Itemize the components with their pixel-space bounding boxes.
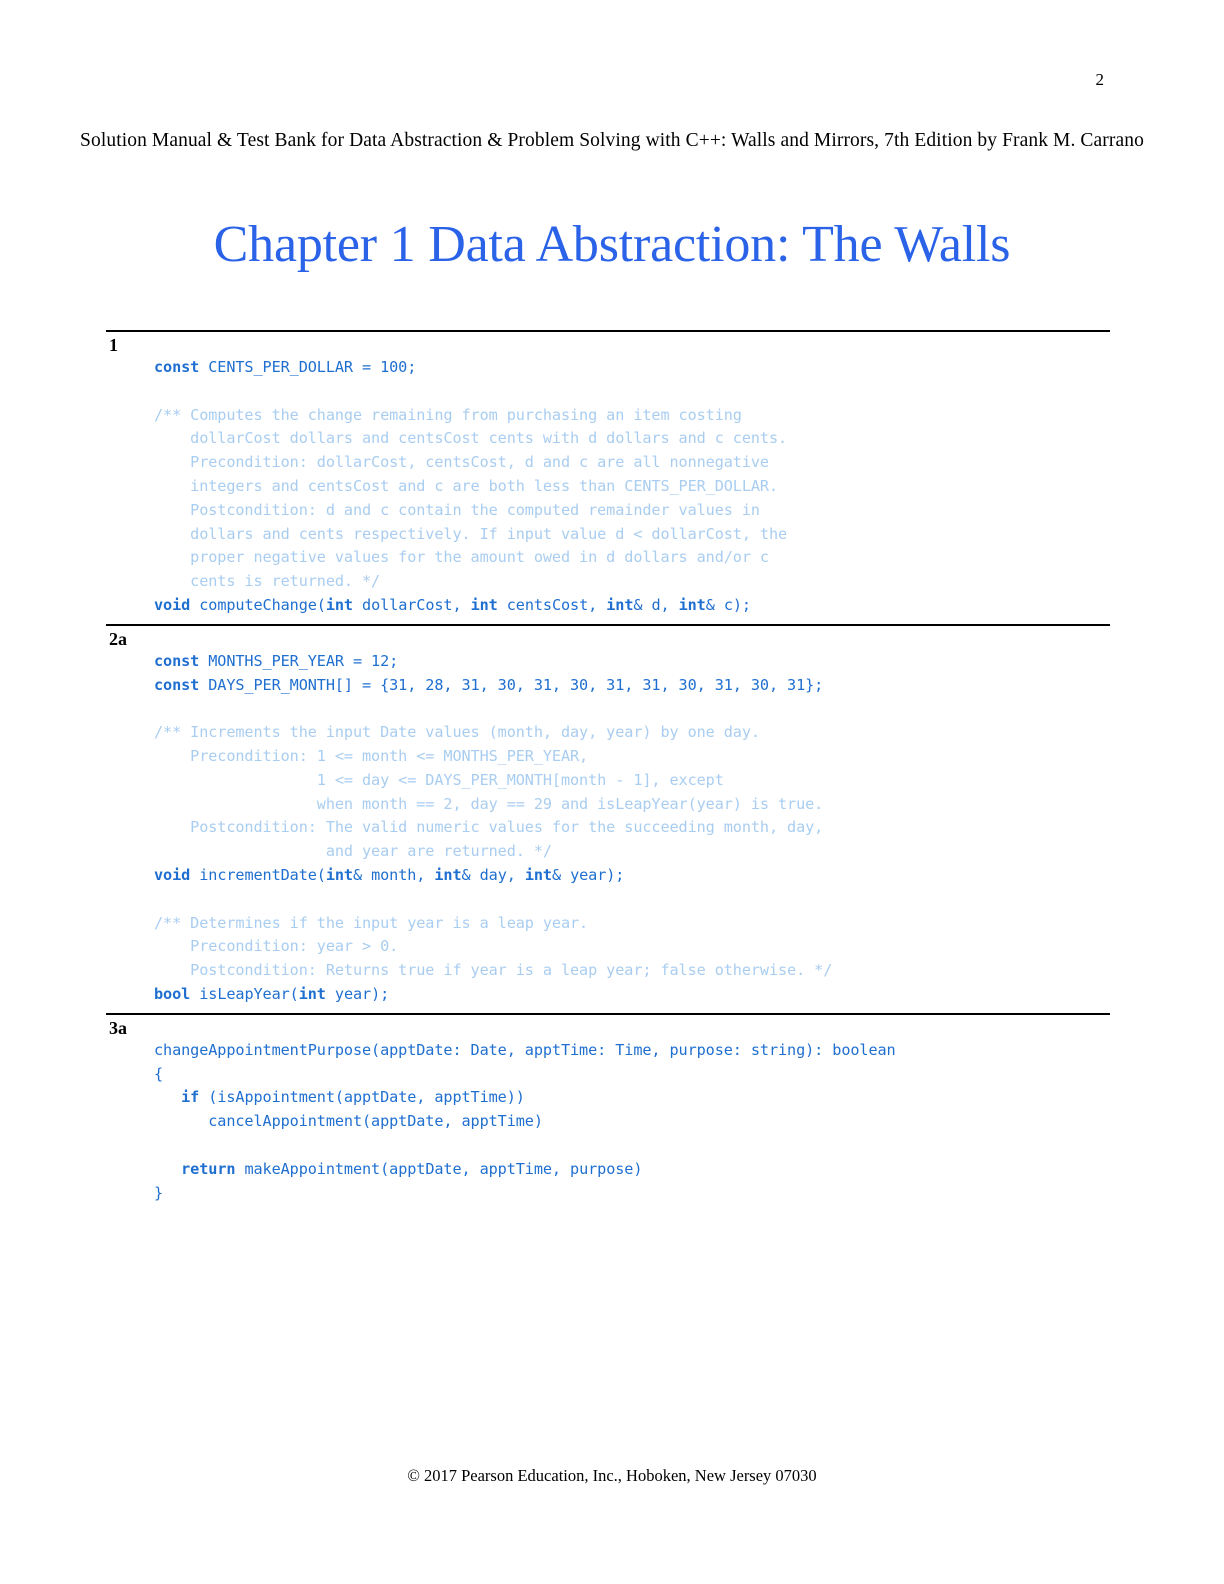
page-footer: © 2017 Pearson Education, Inc., Hoboken, New Jersey 07030	[407, 1466, 817, 1485]
running-head: Solution Manual & Test Bank for Data Abstraction & Problem Solving with C++: Walls and Mirrors, 7th Edition by Frank M. Carrano	[80, 130, 1144, 151]
solutions-content	[106, 330, 1110, 1211]
solution-section-1	[106, 332, 1110, 624]
code-block: const CENTS_PER_DOLLAR = 100; /** Computes the change remaining from purchasing an item costing dollarCost dollars and centsCost cents with d dollars and c cents. Precondition: dollarCost, centsCost, d and c are all nonnegative integers and centsCost and c are both less than CENTS_PER_DOLLAR. Postcondition: d and c contain the computed remainder values in dollars and cents respectively. If input value d < dollarCost, the proper negative values for the amount owed in d dollars and/or c cents is returned. */ void computeChange(int dollarCost, int centsCost, int& d, int& c);	[154, 358, 788, 614]
section-label: 3a	[109, 1017, 127, 1038]
page-number: 2	[1095, 70, 1104, 89]
chapter-title: Chapter 1 Data Abstraction: The Walls	[213, 216, 1011, 273]
code-block: const MONTHS_PER_YEAR = 12; const DAYS_PER_MONTH[] = {31, 28, 31, 30, 31, 30, 31, 31, 30, 31, 30, 31}; /** Increments the input Date values (month, day, year) by one day. Precondition: 1 <= month <= MONTHS_PER_YEAR, 1 <= day <= DAYS_PER_MONTH[month - 1], except when month == 2, day == 29 and isLeapYear(year) is true. Postcondition: The valid numeric values for the succeeding month, day, and year are returned. */ void incrementDate(int& month, int& day, int& year); /** Determines if the input year is a leap year. Precondition: year > 0. Postcondition: Returns true if year is a leap year; false otherwise. */ bool isLeapYear(int year);	[154, 651, 833, 1003]
solution-section-3a	[106, 1015, 1110, 1212]
code-block: changeAppointmentPurpose(apptDate: Date, apptTime: Time, purpose: string): boolean { if (isAppointment(apptDate, apptTime)) cancelAppointment(apptDate, apptTime) return makeAppointment(apptDate, apptTime, purpose) }	[154, 1040, 896, 1202]
section-label: 1	[109, 335, 118, 355]
section-label: 2a	[109, 628, 127, 649]
solution-section-2a	[106, 626, 1110, 1013]
